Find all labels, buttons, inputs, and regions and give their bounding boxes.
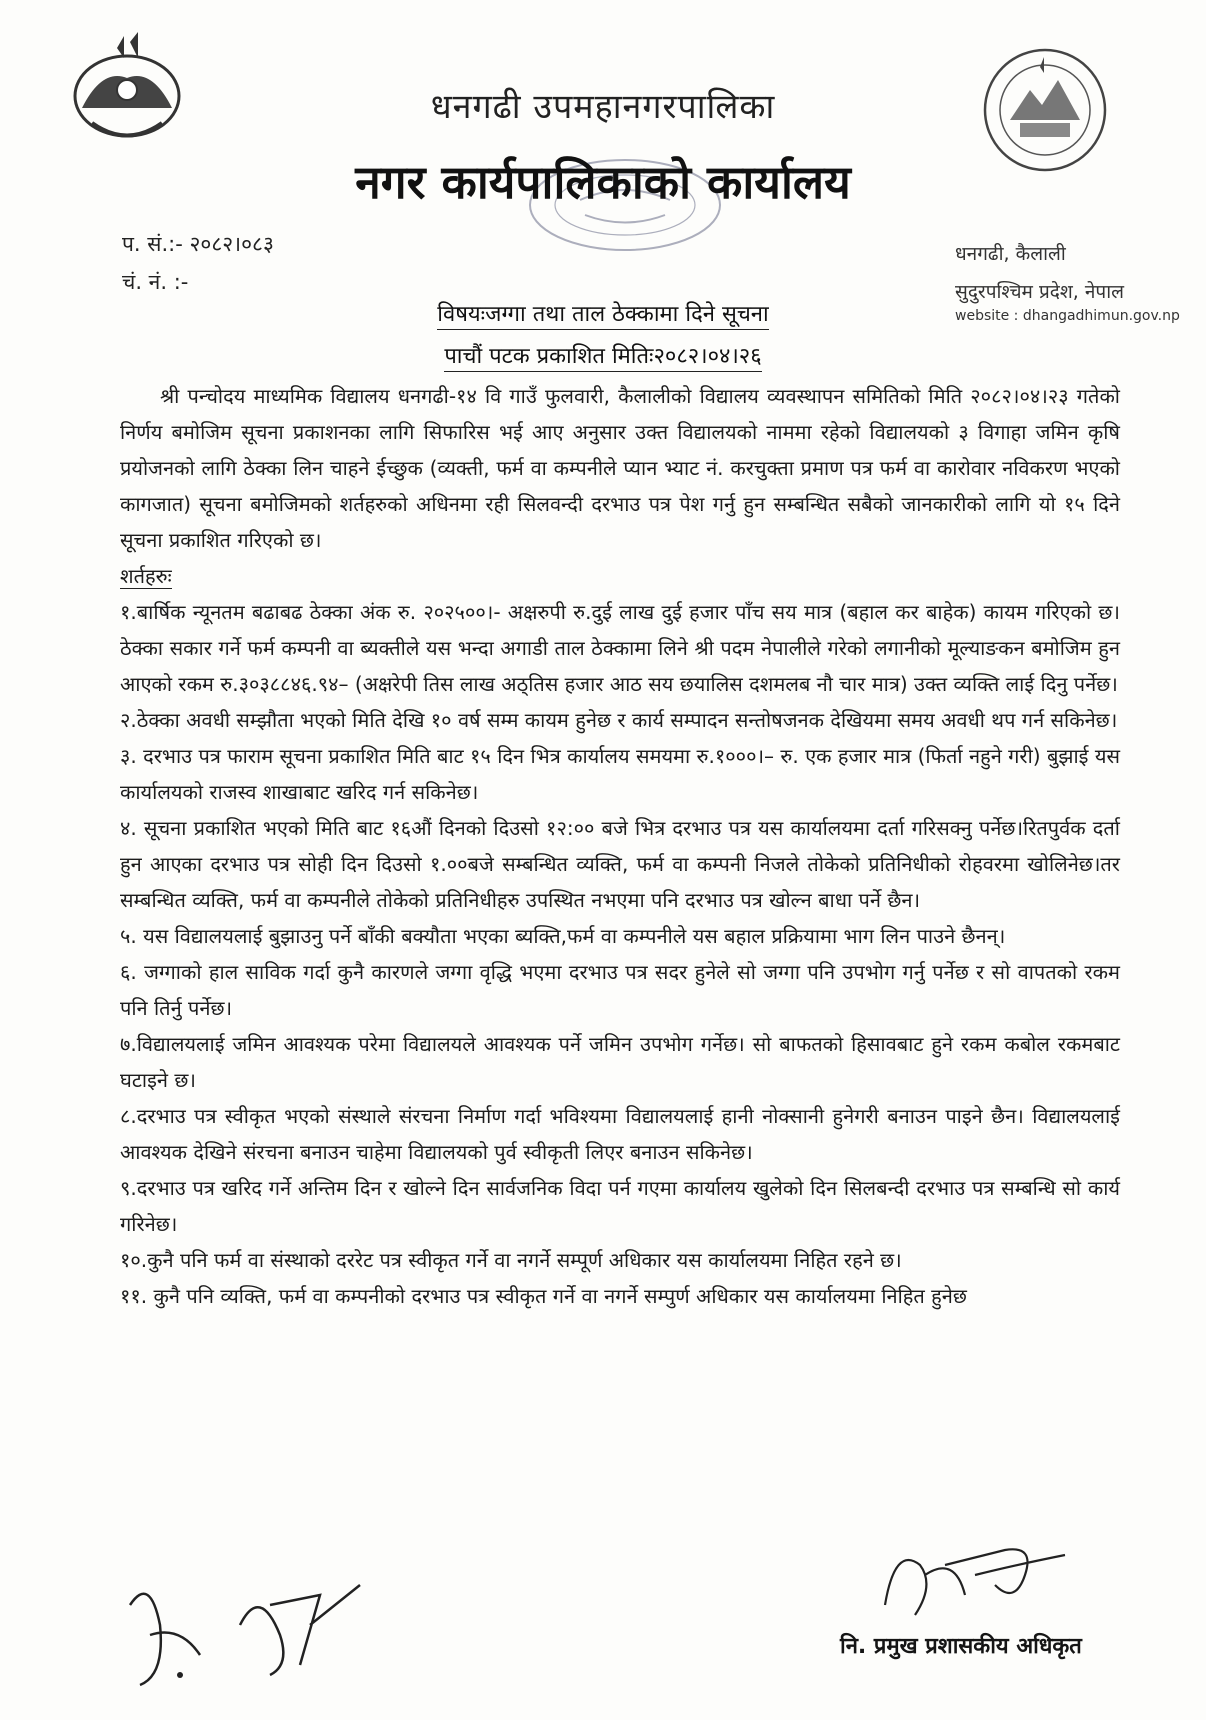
handwritten-signature-right bbox=[875, 1535, 1075, 1625]
condition-item: १०.कुनै पनि फर्म वा संस्थाको दररेट पत्र स्वीकृत गर्ने वा नगर्ने सम्पूर्ण अधिकार यस कार्यालयमा निहित रहने छ। bbox=[120, 1248, 902, 1272]
condition-item: ९.दरभाउ पत्र खरिद गर्ने अन्तिम दिन र खोल्ने दिन सार्वजनिक विदा पर्न गएमा कार्यालय खुलेको दिन सिलबन्दी दरभाउ पत्र सम्बन्धि सो कार्य गरिनेछ। bbox=[120, 1176, 1120, 1236]
letter-number: प. सं.:- २०८२।०८३ bbox=[122, 232, 274, 256]
condition-item: ६. जग्गाको हाल साविक गर्दा कुनै कारणले जग्गा वृद्धि भएमा दरभाउ पत्र सदर हुनेले सो जग्गा पनि उपभोग गर्नु पर्नेछ र सो वापतको रकम पनि तिर्नु पर्नेछ। bbox=[120, 960, 1120, 1020]
condition-item: ४. सूचना प्रकाशित भएको मिति बाट १६औं दिनको दिउसो १२:०० बजे भित्र दरभाउ पत्र यस कार्यालयमा दर्ता गरिसक्नु पर्नेछ।रितपुर्वक दर्ता हुन आएका दरभाउ पत्र सोही दिन दिउसो १.००बजे सम्बन्धित व्यक्ति, फर्म वा कम्पनी निजले तोकेको प्रतिनिधीको रोहवरमा खोलिनेछ।तर सम्बन्धित व्यक्ति, फर्म वा कम्पनीले तोकेको प्रतिनिधीहरु उपस्थित नभएमा पनि दरभाउ पत्र खोल्न बाधा पर्ने छैन। bbox=[120, 816, 1120, 912]
conditions-heading bbox=[120, 558, 1120, 594]
signatory-title: नि. प्रमुख प्रशासकीय अधिकृत bbox=[840, 1634, 1082, 1659]
address-city: धनगढी, कैलाली bbox=[955, 243, 1066, 265]
condition-item: २.ठेक्का अवधी सम्झौता भएको मिति देखि १० वर्ष सम्म कायम हुनेछ र कार्य सम्पादन सन्तोषजनक देखियमा समय अवधी थप गर्न सकिनेछ। bbox=[120, 708, 1118, 732]
condition-item: १.बार्षिक न्यूनतम बढाबढ ठेक्का अंक रु. २०२५००।- अक्षरुपी रु.दुई लाख दुई हजार पाँच सय मात्र (बहाल कर बाहेक) कायम गरिएको छ। ठेक्का सकार गर्ने फर्म कम्पनी वा ब्यक्तीले यस भन्दा अगाडी ताल ठेक्कामा लिने श्री पदम नेपालीले गरेको लगानीको मूल्याङकन बमोजिम हुन आएको रकम रु.३०३८८४६.९४– (अक्षरेपी तिस लाख अठ्तिस हजार आठ सय छयालिस दशमलब नौ चार मात्र) उक्त व्यक्ति लाई दिनु पर्नेछ। bbox=[120, 600, 1120, 696]
website-link[interactable]: website : dhangadhimun.gov.np bbox=[955, 308, 1180, 324]
condition-item: ८.दरभाउ पत्र स्वीकृत भएको संस्थाले संरचना निर्माण गर्दा भविश्यमा विद्यालयलाई हानी नोक्सानी हुनेगरी बनाउन पाइने छैन। विद्यालयलाई आवश्यक देखिने संरचना बनाउन चाहेमा विद्यालयको पुर्व स्वीकृती लिएर बनाउन सकिनेछ। bbox=[120, 1104, 1120, 1164]
condition-item: ३. दरभाउ पत्र फाराम सूचना प्रकाशित मिति बाट १५ दिन भित्र कार्यालय समयमा रु.१०००।– रु. एक हजार मात्र (फिर्ता नहुने गरी) बुझाई यस कार्यालयको राजस्व शाखाबाट खरिद गर्न सकिनेछ। bbox=[120, 744, 1120, 804]
publication-date: पाचौं पटक प्रकाशित मितिः२०८२।०४।२६ bbox=[444, 344, 761, 372]
subject-line bbox=[0, 298, 1206, 328]
condition-item: ७.विद्यालयलाई जमिन आवश्यक परेमा विद्यालयले आवश्यक पर्ने जमिन उपभोग गर्नेछ। सो बाफतको हिसावबाट हुने रकम कबोल रकमबाट घटाइने छ। bbox=[120, 1032, 1120, 1092]
subject-title: विषयःजग्गा तथा ताल ठेक्कामा दिने सूचना bbox=[437, 302, 768, 330]
conditions-heading-text: शर्तहरुः bbox=[120, 564, 172, 588]
condition-item: ५. यस विद्यालयलाई बुझाउनु पर्ने बाँकी बक्यौता भएका ब्यक्ति,फर्म वा कम्पनीले यस बहाल प्रक्रियामा भाग लिन पाउने छैनन्। bbox=[120, 924, 1006, 948]
address-province: सुदुरपश्चिम प्रदेश, नेपाल bbox=[955, 281, 1124, 303]
notice-body bbox=[120, 378, 1120, 1314]
condition-item: ११. कुनै पनि व्यक्ति, फर्म वा कम्पनीको दरभाउ पत्र स्वीकृत गर्ने वा नगर्ने सम्पुर्ण अधिकार यस कार्यालयमा निहित हुनेछ bbox=[120, 1284, 967, 1308]
office-name: नगर कार्यपालिकाको कार्यालय bbox=[355, 155, 851, 209]
org-name: धनगढी उपमहानगरपालिका bbox=[430, 87, 776, 127]
handwritten-signature-left bbox=[120, 1565, 380, 1695]
intro-paragraph: श्री पन्चोदय माध्यमिक विद्यालय धनगढी-१४ वि गाउँ फुलवारी, कैलालीको विद्यालय व्यवस्थापन समितिको मिति २०८२।०४।२३ गतेको निर्णय बमोजिम सूचना प्रकाशनका लागि सिफारिस भई आए अनुसार उक्त विद्यालयको नाममा रहेको विद्यालयको ३ विगाहा जमिन कृषि प्रयोजनको लागि ठेक्का लिन चाहने ईच्छुक (व्यक्ती, फर्म वा कम्पनीले प्यान भ्याट नं. करचुक्ता प्रमाण पत्र फर्म वा कारोवार नविकरण भएको कागजात) सूचना बमोजिमको शर्तहरुको अधिनमा रही सिलवन्दी दरभाउ पत्र पेश गर्नु हुन सम्बन्धित सबैको जानकारीको लागि यो १५ दिने सूचना प्रकाशित गरिएको छ। bbox=[120, 384, 1120, 552]
dispatch-number: चं. नं. :- bbox=[122, 270, 189, 294]
publication-line bbox=[0, 340, 1206, 370]
